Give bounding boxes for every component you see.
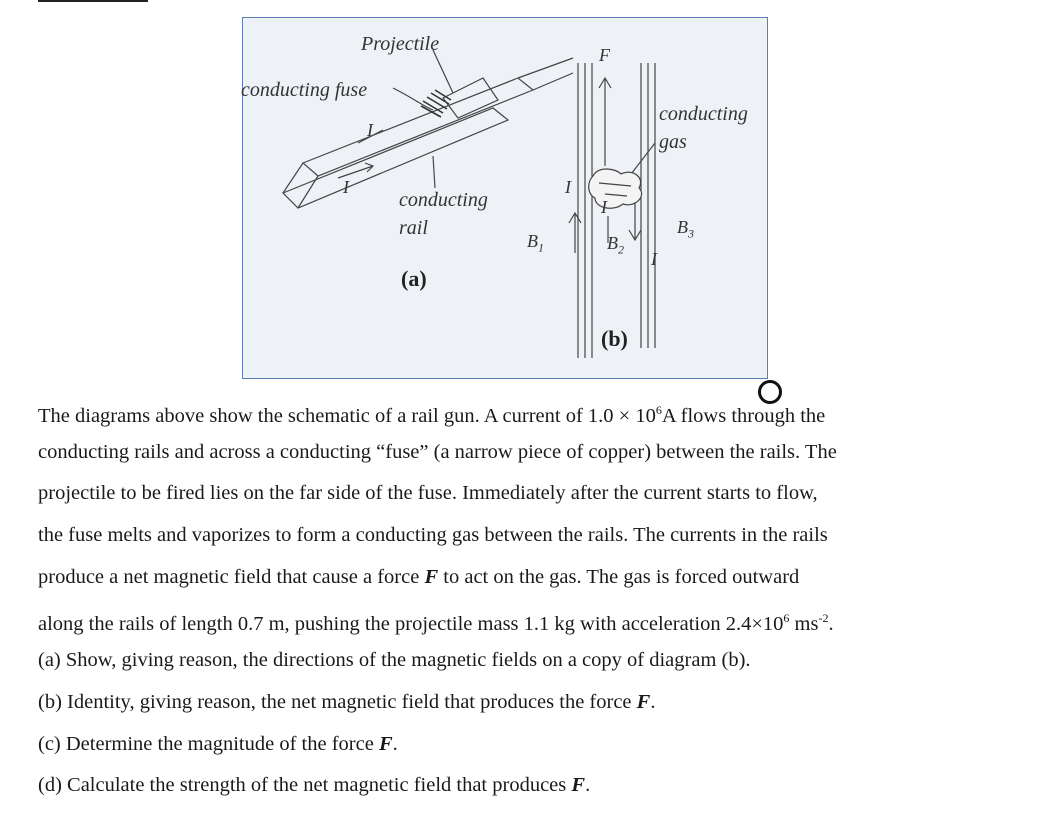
question-part-d: (d) Calculate the strength of the net magnetic field that produces F. [38, 774, 591, 797]
question-line-1: The diagrams above show the schematic of a rail gun. A current of $1.0 \times 10^6A$ flows through the [38, 403, 826, 427]
left-current-arrow [569, 213, 581, 253]
question-part-c: (c) Determine the magnitude of the force F. [38, 732, 398, 755]
part-a-label: (a) [401, 266, 427, 291]
current-label-left-rail: I [565, 177, 571, 197]
right-rail-b [641, 63, 655, 348]
question-line-6: along the rails of length 0.7 m, pushing the projectile mass 1.1 kg with acceleration $2.4\times 10^6$ $ms^{-2}$. [38, 611, 834, 636]
projectile-body [443, 78, 498, 118]
b1-label: $B_1$ [527, 231, 544, 255]
b2-label: $B_2$ [607, 233, 624, 257]
right-current-arrow [629, 203, 641, 240]
conducting-rail-label-1: conducting [399, 189, 488, 211]
current-label-upper: I [367, 120, 373, 140]
question-part-a: (a) Show, giving reason, the directions of the magnetic fields on a copy of diagram (b). [38, 649, 751, 672]
question-line-3: projectile to be fired lies on the far side of the fuse. Immediately after the current starts to flow, [38, 482, 818, 505]
projectile-label: Projectile [361, 33, 440, 55]
question-line-2: conducting rails and across a conducting “fuse” (a narrow piece of copper) between the rails. The [38, 440, 837, 463]
current-label-lower: I [343, 177, 349, 197]
fuse-pointer [393, 88, 433, 110]
conducting-gas-label-1: conducting [659, 103, 748, 125]
rail-label-tick [433, 156, 435, 188]
question-part-b: (b) Identity, giving reason, the net magnetic field that produces the force F. [38, 690, 656, 713]
question-line-4: the fuse melts and vaporizes to form a conducting gas between the rails. The currents in the rails [38, 524, 828, 547]
conducting-gas-label-2: gas [659, 131, 687, 153]
gas-cloud [589, 169, 642, 208]
left-rail-b [578, 63, 592, 358]
force-arrow [599, 78, 611, 166]
force-f-label: F [599, 45, 610, 65]
current-label-gas: I [601, 197, 607, 217]
part-b-label: (b) [601, 326, 628, 351]
conducting-rail-label-2: rail [399, 217, 428, 239]
projectile-pointer [433, 50, 453, 93]
question-text [38, 390, 1038, 807]
rail-gun-figure [242, 17, 768, 379]
b3-label: $B_3$ [677, 217, 694, 241]
header-rule [38, 0, 148, 2]
conducting-fuse-label: conducting fuse [241, 79, 368, 101]
current-label-right-rail: I [651, 249, 657, 269]
question-line-5: produce a net magnetic field that cause a force F to act on the gas. The gas is forced outward [38, 565, 800, 588]
current-arrow-lower [338, 163, 373, 178]
figure-drawing [243, 18, 767, 378]
